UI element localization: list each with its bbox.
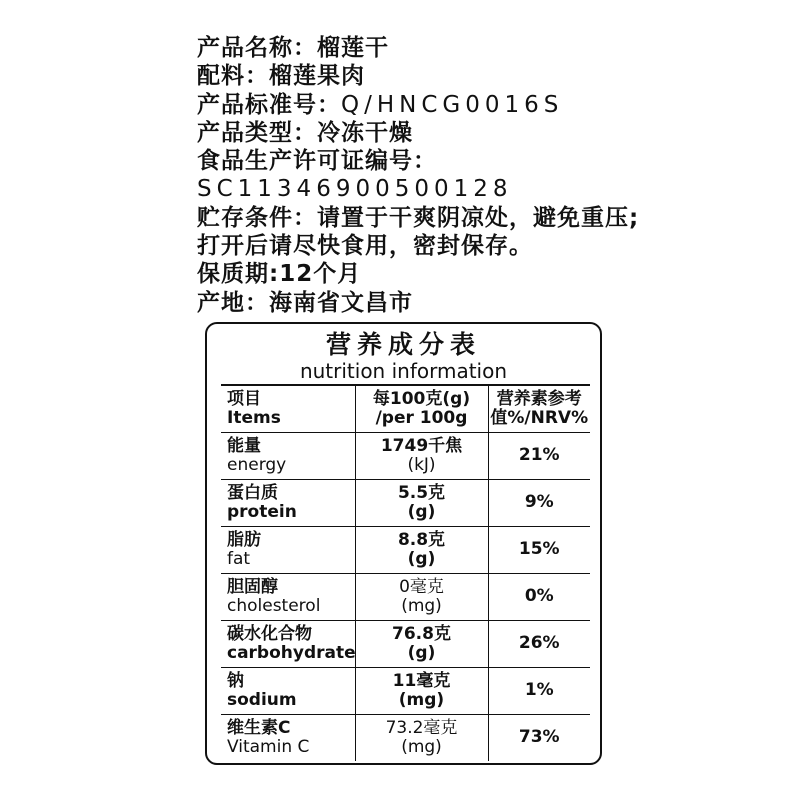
product-type-line: 产品类型：冷冻干燥 — [197, 119, 413, 146]
nutrient-nrv: 9% — [488, 479, 590, 526]
header-nrv — [488, 385, 590, 432]
table-row — [221, 479, 590, 526]
nutrient-amount — [355, 714, 488, 761]
nutrient-name-en: sodium — [227, 689, 297, 710]
storage-line-2: 打开后请尽快食用，密封保存。 — [197, 233, 533, 260]
nutrient-amount-unit: (mg) — [401, 736, 442, 757]
product-name-line: 产品名称：榴莲干 — [197, 35, 389, 61]
nutrient-amount — [355, 479, 488, 526]
table-row — [221, 432, 590, 479]
ingredients-line: 配料：榴莲果肉 — [197, 63, 365, 90]
nutrient-nrv: 73% — [488, 714, 590, 761]
nutrient-nrv: 15% — [488, 526, 590, 573]
table-header-row — [221, 385, 590, 432]
table-row — [221, 526, 590, 573]
nutrient-nrv: 1% — [488, 667, 590, 714]
nutrient-name — [221, 526, 355, 573]
nutrient-amount-value: 5.5克 — [397, 482, 446, 503]
nutrient-name — [221, 573, 355, 620]
nutrient-name-en: Vitamin C — [227, 736, 310, 757]
nutrition-panel — [205, 322, 602, 765]
nutrient-amount-value: 0毫克 — [399, 576, 444, 597]
table-row — [221, 620, 590, 667]
nutrition-title: 营养成分表 — [325, 330, 481, 359]
nutrient-amount-value: 1749千焦 — [380, 435, 463, 456]
nutrient-amount-value: 76.8克 — [392, 623, 451, 644]
standard-code: Q/HNCG0016S — [341, 91, 564, 118]
nutrient-name-en: protein — [227, 501, 297, 522]
nutrient-name — [221, 714, 355, 761]
nutrient-name-en: carbohydrate — [227, 642, 356, 663]
nutrient-amount — [355, 667, 488, 714]
nutrient-amount-value: 8.8克 — [397, 529, 446, 550]
shelf-life-line: 保质期:12个月 — [197, 261, 362, 288]
nutrient-amount — [355, 526, 488, 573]
nutrient-amount-value: 73.2毫克 — [385, 717, 458, 738]
standard-label: 产品标准号： — [197, 91, 341, 118]
nutrient-name-zh: 钠 — [227, 670, 244, 691]
nutrient-amount-unit: (mg) — [398, 689, 445, 710]
nutrient-name-en: fat — [227, 548, 251, 569]
nutrient-name-zh: 胆固醇 — [227, 576, 278, 597]
nutrient-amount-unit: (kJ) — [407, 454, 436, 475]
nutrient-name — [221, 432, 355, 479]
nutrient-amount — [355, 432, 488, 479]
nutrient-amount — [355, 573, 488, 620]
nutrient-name-zh: 维生素C — [227, 717, 291, 738]
nutrient-name-zh: 蛋白质 — [227, 482, 278, 503]
nutrition-table — [221, 384, 590, 761]
nutrient-amount-unit: (g) — [407, 548, 436, 569]
nutrient-amount — [355, 620, 488, 667]
header-nrv-bottom: 值%/NRV% — [490, 407, 589, 428]
origin-line: 产地：海南省文昌市 — [197, 289, 413, 316]
license-code: SC11346900500128 — [197, 176, 513, 203]
storage-line-1: 贮存条件：请置于干爽阴凉处，避免重压; — [197, 204, 640, 231]
table-row — [221, 714, 590, 761]
nutrient-name-en: energy — [227, 454, 287, 475]
header-amount-bottom: /per 100g — [375, 407, 468, 428]
nutrient-nrv: 0% — [488, 573, 590, 620]
license-label-line: 食品生产许可证编号： — [197, 148, 437, 175]
nutrient-amount-unit: (g) — [407, 501, 436, 522]
nutrient-amount-unit: (g) — [407, 642, 436, 663]
nutrition-subtitle: nutrition information — [299, 359, 508, 383]
nutrient-amount-value: 11毫克 — [392, 670, 451, 691]
nutrient-nrv: 21% — [488, 432, 590, 479]
nutrient-name — [221, 479, 355, 526]
nutrient-name-en: cholesterol — [227, 595, 321, 616]
header-amount — [355, 385, 488, 432]
nutrient-name-zh: 碳水化合物 — [227, 623, 312, 644]
nutrient-name — [221, 620, 355, 667]
table-row — [221, 573, 590, 620]
nutrient-name-zh: 脂肪 — [227, 529, 261, 550]
header-nrv-top: 营养素参考 — [496, 388, 582, 409]
nutrient-amount-unit: (mg) — [401, 595, 442, 616]
header-items — [221, 385, 355, 432]
nutrient-nrv: 26% — [488, 620, 590, 667]
nutrient-name-zh: 能量 — [227, 435, 261, 456]
license-code-line — [197, 175, 787, 203]
table-row — [221, 667, 590, 714]
standard-line — [197, 91, 787, 119]
header-amount-top: 每100克(g) — [372, 388, 471, 409]
header-items-zh: 项目 — [227, 388, 261, 409]
nutrient-name — [221, 667, 355, 714]
header-items-en: Items — [227, 407, 281, 428]
product-info — [197, 34, 787, 317]
